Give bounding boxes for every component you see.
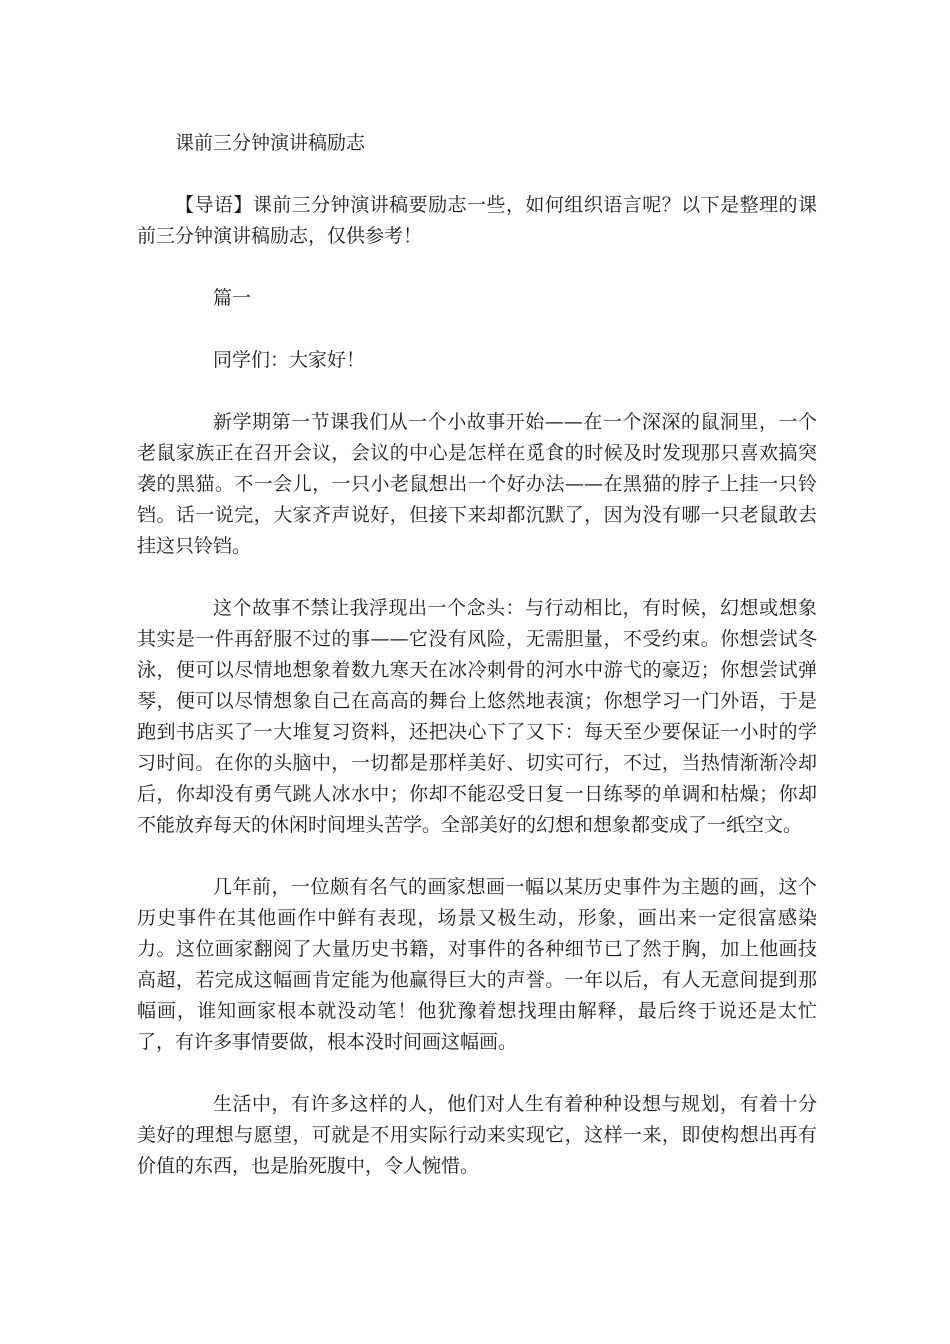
section-label: 篇一 (213, 287, 252, 309)
greeting: 同学们：大家好！ (213, 349, 366, 371)
body-paragraph: 生活中，有许多这样的人，他们对人生有着种种设想与规划，有着十分美好的理想与愿望，可就是不用实际行动来实现它，这样一来，即使构想出再有价值的东西，也是胎死腹中，令人惋惜。 (137, 1093, 817, 1177)
intro-paragraph: 【导语】课前三分钟演讲稿要励志一些，如何组织语言呢？以下是整理的课前三分钟演讲稿励志，仅供参考！ (137, 194, 817, 247)
document-body (137, 128, 817, 1213)
body-paragraph: 几年前，一位颇有名气的画家想画一幅以某历史事件为主题的画，这个历史事件在其他画作中鲜有表现，场景又极生动，形象，画出来一定很富感染力。这位画家翻阅了大量历史书籍，对事件的各种细节已了然于胸，加上他画技高超，若完成这幅画肯定能为他赢得巨大的声誉。一年以后，有人无意间提到那幅画，谁知画家根本就没动笔！他犹豫着想找理由解释，最后终于说还是太忙了，有许多事情要做，根本没时间画这幅画。 (137, 876, 817, 1053)
document-title: 课前三分钟演讲稿励志 (175, 132, 366, 154)
body-paragraph: 这个故事不禁让我浮现出一个念头：与行动相比，有时候，幻想或想象其实是一件再舒服不过的事——它没有风险，无需胆量，不受约束。你想尝试冬泳，便可以尽情地想象着数九寒天在冰冷刺骨的河水中游弋的豪迈；你想尝试弹琴，便可以尽情想象自己在高高的舞台上悠然地表演；你想学习一门外语，于是跑到书店买了一大堆复习资料，还把决心下了又下：每天至少要保证一小时的学习时间。在你的头脑中，一切都是那样美好、切实可行，不过，当热情渐渐冷却后，你却没有勇气跳人冰水中；你却不能忍受日复一日练琴的单调和枯燥；你却不能放弃每天的休闲时间埋头苦学。全部美好的幻想和想象都变成了一纸空文。 (137, 597, 817, 836)
body-paragraph: 新学期第一节课我们从一个小故事开始——在一个深深的鼠洞里，一个老鼠家族正在召开会议，会议的中心是怎样在觅食的时候及时发现那只喜欢搞突袭的黑猫。不一会儿，一只小老鼠想出一个好办法——在黑猫的脖子上挂一只铃铛。话一说完，大家齐声说好，但接下来却都沉默了，因为没有哪一只老鼠敢去挂这只铃铛。 (137, 411, 817, 557)
